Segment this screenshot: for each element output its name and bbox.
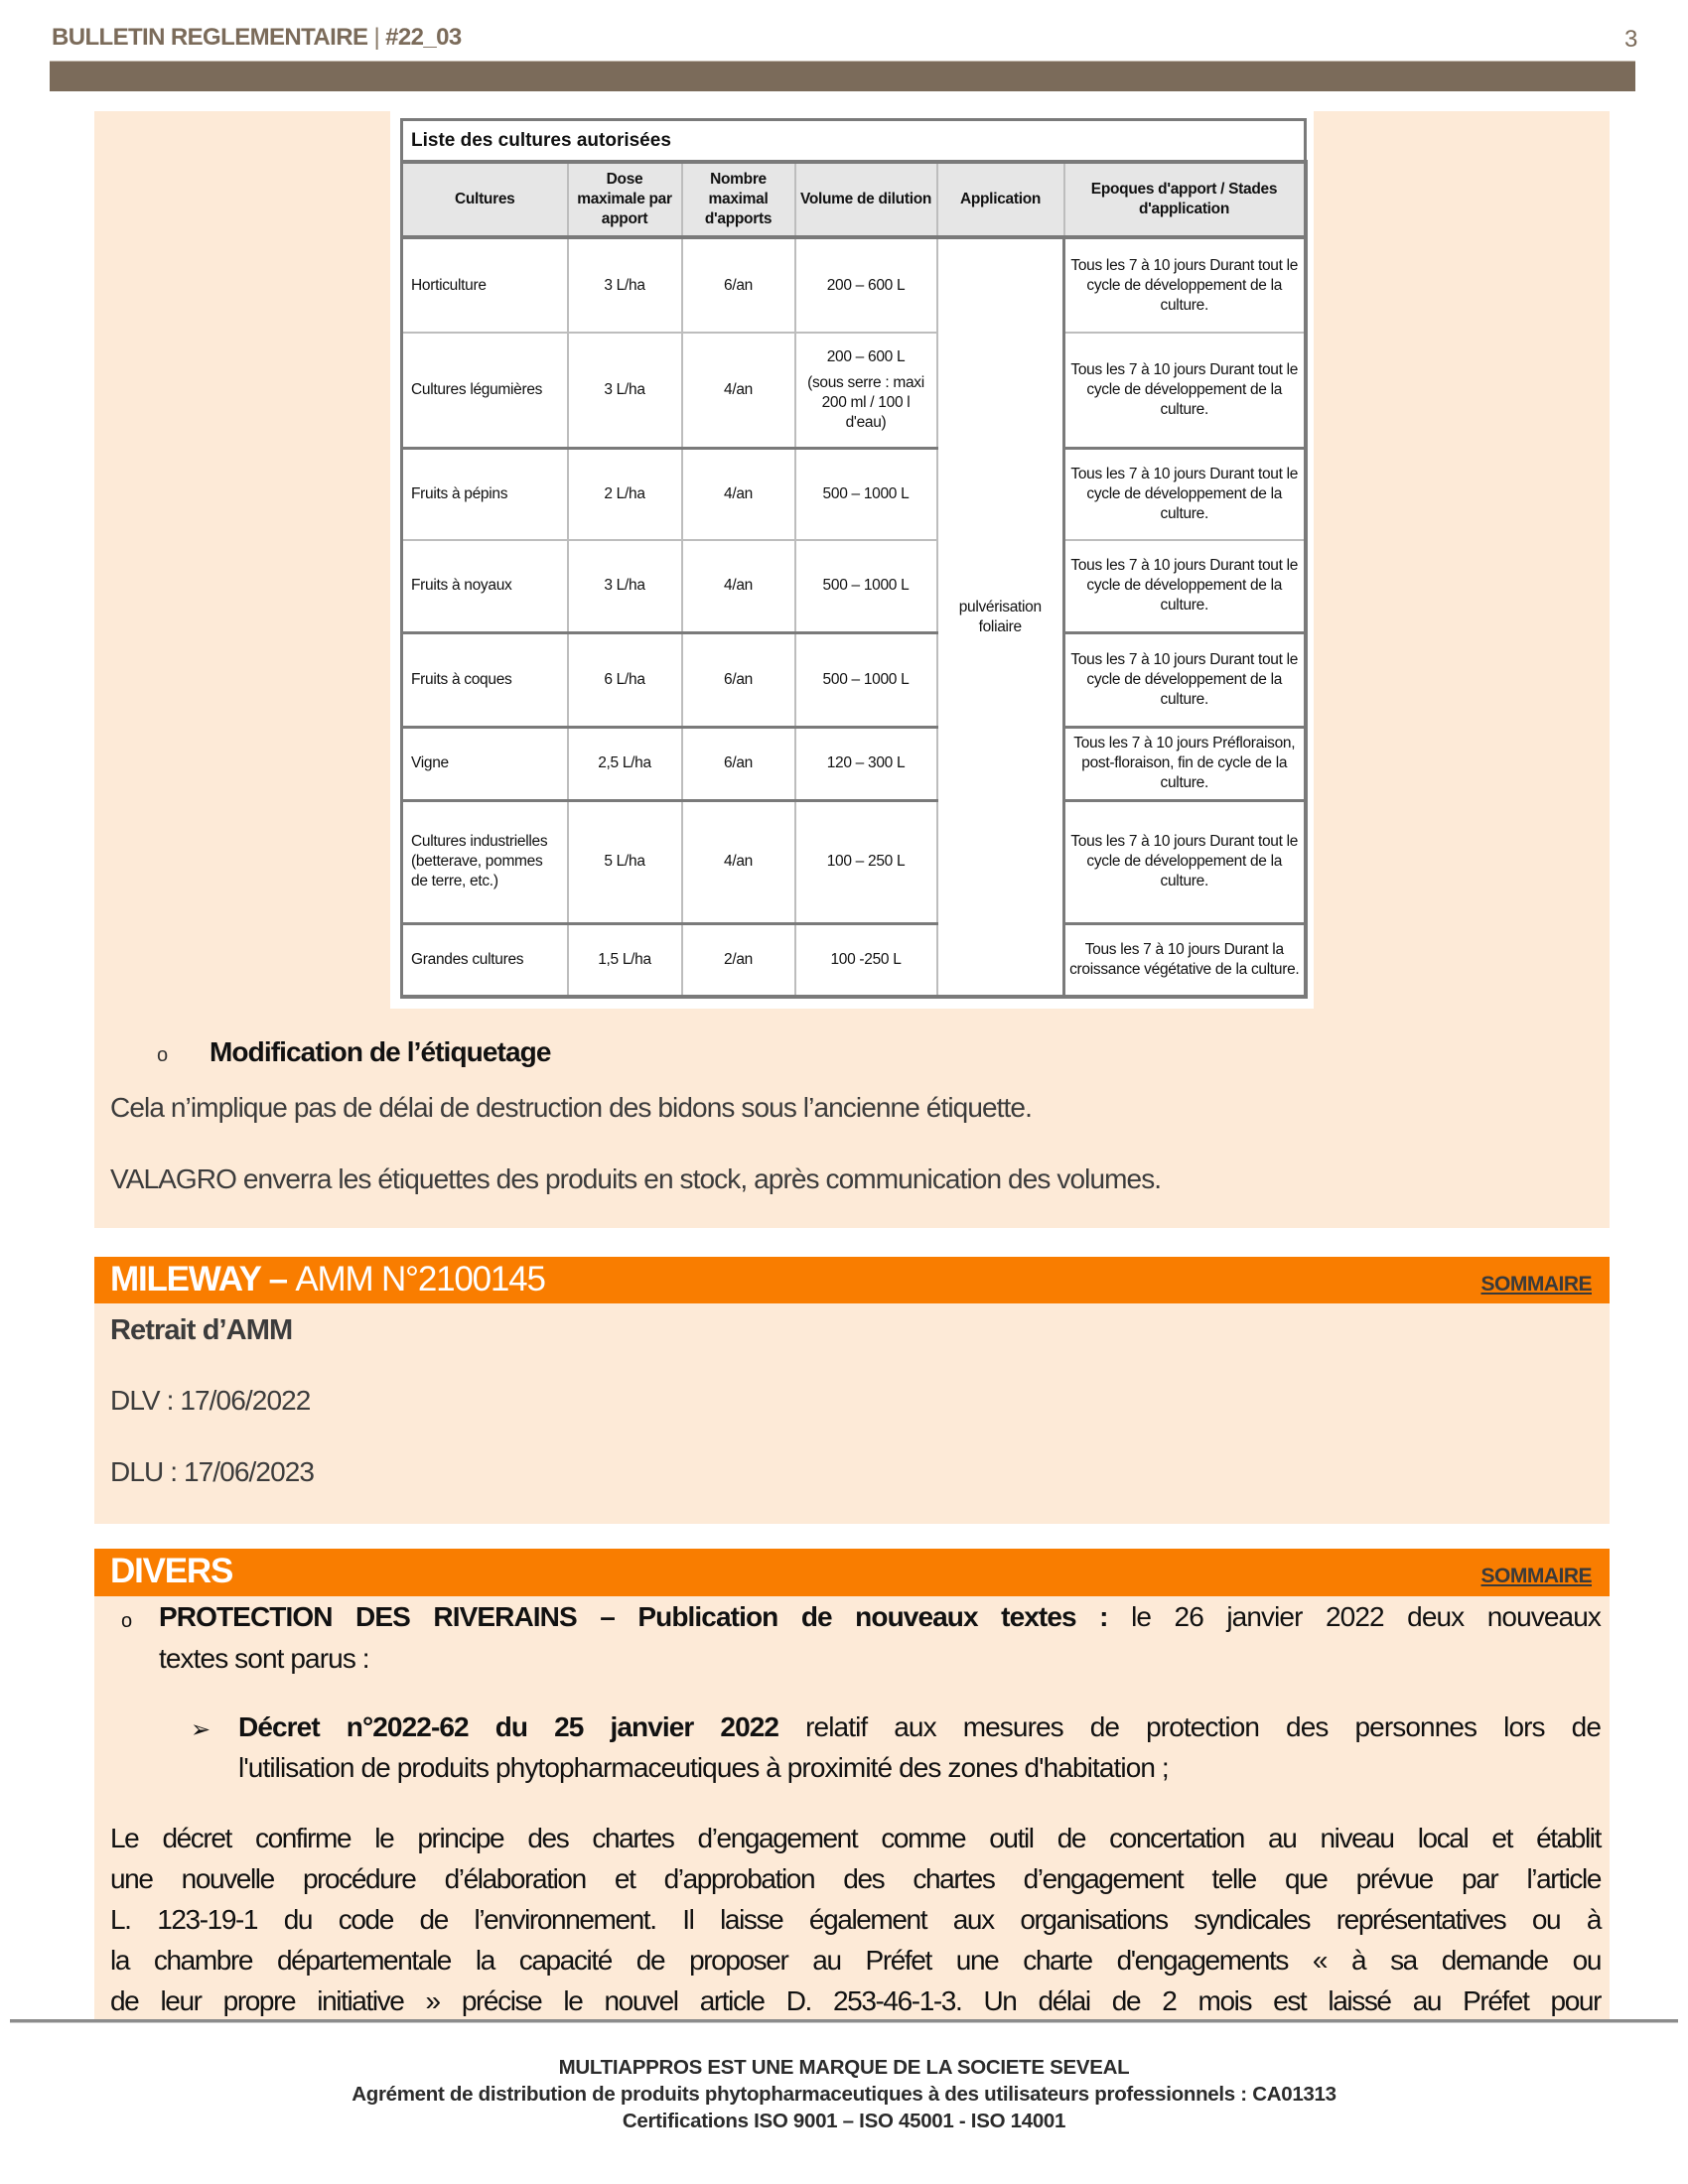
column-header: Application bbox=[937, 162, 1064, 237]
riverains-text: le 26 janvier 2022 deux nouveaux bbox=[1107, 1601, 1601, 1632]
labelling-text: VALAGRO enverra les étiquettes des produits en stock, après communication des volumes. bbox=[110, 1163, 1162, 1194]
volume-cell bbox=[795, 800, 937, 923]
section-header-mileway bbox=[94, 1257, 1610, 1303]
crop-table-figure bbox=[390, 111, 1314, 1009]
epoque-cell: Tous les 7 à 10 jours Durant tout le cycle de développement de la culture. bbox=[1064, 800, 1306, 923]
culture-cell: Cultures industrielles (betterave, pommes de terre, etc.) bbox=[402, 800, 568, 923]
arrow-bullet-icon: ➢ bbox=[191, 1716, 211, 1743]
table-row bbox=[402, 237, 1306, 333]
volume-cell bbox=[795, 448, 937, 540]
table-row bbox=[402, 632, 1306, 727]
culture-cell: Cultures légumières bbox=[402, 333, 568, 448]
page-number: 3 bbox=[1624, 26, 1638, 53]
section-title-amm: AMM N°2100145 bbox=[295, 1260, 545, 1298]
volume-value: 500 – 1000 L bbox=[822, 577, 910, 595]
table-row bbox=[402, 800, 1306, 923]
header-bar bbox=[50, 61, 1635, 91]
culture-cell: Horticulture bbox=[402, 237, 568, 333]
nombre-cell: 2/an bbox=[682, 923, 795, 997]
dose-cell: 6 L/ha bbox=[568, 632, 682, 727]
nombre-cell: 6/an bbox=[682, 237, 795, 333]
nombre-cell: 6/an bbox=[682, 632, 795, 727]
table-row bbox=[402, 448, 1306, 540]
table-header-row bbox=[402, 162, 1306, 237]
volume-value: 100 -250 L bbox=[830, 950, 902, 968]
epoque-cell: Tous les 7 à 10 jours Durant tout le cycle de développement de la culture. bbox=[1064, 448, 1306, 540]
volume-cell bbox=[795, 333, 937, 448]
section-title bbox=[110, 1552, 232, 1591]
circle-bullet-icon: o bbox=[157, 1044, 169, 1066]
crop-table bbox=[400, 118, 1308, 999]
table-row bbox=[402, 540, 1306, 632]
paragraph-line: la chambre départementale la capacité de proposer au Préfet une charte d'engagements « à sa demande ou bbox=[110, 1945, 1601, 1976]
dose-cell: 1,5 L/ha bbox=[568, 923, 682, 997]
column-header: Nombre maximal d'apports bbox=[682, 162, 795, 237]
volume-cell bbox=[795, 923, 937, 997]
withdrawal-heading: Retrait d’AMM bbox=[110, 1314, 293, 1346]
table-caption: Liste des cultures autorisées bbox=[402, 120, 1306, 163]
dose-cell: 3 L/ha bbox=[568, 237, 682, 333]
footer-certifications: Certifications ISO 9001 – ISO 45001 - ISO 14001 bbox=[622, 2110, 1066, 2132]
bulletin-title-text: BULLETIN REGLEMENTAIRE bbox=[52, 24, 368, 51]
volume-value: 200 – 600 L bbox=[826, 347, 906, 365]
table-row bbox=[402, 333, 1306, 448]
table-row bbox=[402, 923, 1306, 997]
footer-divider bbox=[10, 2019, 1678, 2023]
culture-cell: Grandes cultures bbox=[402, 923, 568, 997]
volume-cell bbox=[795, 540, 937, 632]
decret-text: relatif aux mesures de protection des personnes lors de bbox=[778, 1711, 1601, 1742]
culture-cell: Fruits à coques bbox=[402, 632, 568, 727]
paragraph-line: L. 123-19-1 du code de l’environnement. Il laisse également aux organisations syndicales représentatives ou à bbox=[110, 1904, 1601, 1935]
culture-cell: Vigne bbox=[402, 727, 568, 800]
decret-title: Décret n°2022-62 du 25 janvier 2022 bbox=[238, 1711, 779, 1742]
epoque-cell: Tous les 7 à 10 jours Durant tout le cycle de développement de la culture. bbox=[1064, 237, 1306, 333]
sommaire-link[interactable]: SOMMAIRE bbox=[1480, 1565, 1592, 1587]
volume-cell bbox=[795, 727, 937, 800]
title-separator: | bbox=[373, 24, 380, 51]
decret-item bbox=[238, 1711, 1601, 1743]
labelling-text: Cela n’implique pas de délai de destruction des bidons sous l’ancienne étiquette. bbox=[110, 1092, 1032, 1123]
dose-cell: 5 L/ha bbox=[568, 800, 682, 923]
section-header-divers bbox=[94, 1549, 1610, 1596]
volume-cell bbox=[795, 632, 937, 727]
decret-text-cont: l'utilisation de produits phytopharmaceutiques à proximité des zones d'habitation ; bbox=[238, 1752, 1169, 1783]
circle-bullet-icon: o bbox=[121, 1610, 133, 1632]
sommaire-link[interactable]: SOMMAIRE bbox=[1480, 1273, 1592, 1296]
volume-value: 120 – 300 L bbox=[826, 754, 906, 771]
footer-brand: MULTIAPPROS EST UNE MARQUE DE LA SOCIETE SEVEAL bbox=[558, 2056, 1130, 2079]
riverains-text-cont: textes sont parus : bbox=[159, 1643, 369, 1674]
mileway-panel bbox=[94, 1303, 1610, 1524]
volume-value: 100 – 250 L bbox=[826, 853, 906, 870]
column-header: Epoques d'apport / Stades d'application bbox=[1064, 162, 1306, 237]
column-header: Cultures bbox=[402, 162, 568, 237]
column-header: Dose maximale par apport bbox=[568, 162, 682, 237]
paragraph-line: Le décret confirme le principe des chartes d’engagement comme outil de concertation au niveau local et établit bbox=[110, 1823, 1601, 1853]
volume-cell bbox=[795, 237, 937, 333]
nombre-cell: 4/an bbox=[682, 448, 795, 540]
culture-cell: Fruits à pépins bbox=[402, 448, 568, 540]
dose-cell: 2 L/ha bbox=[568, 448, 682, 540]
nombre-cell: 6/an bbox=[682, 727, 795, 800]
paragraph-line: une nouvelle procédure d’élaboration et d’approbation des chartes d’engagement telle que prévue par l’article bbox=[110, 1863, 1601, 1894]
application-cell: pulvérisation foliaire bbox=[937, 237, 1064, 997]
riverains-item bbox=[159, 1601, 1601, 1633]
epoque-cell: Tous les 7 à 10 jours Préfloraison, post-floraison, fin de cycle de la culture. bbox=[1064, 727, 1306, 800]
culture-cell: Fruits à noyaux bbox=[402, 540, 568, 632]
riverains-title: PROTECTION DES RIVERAINS – Publication de nouveaux textes : bbox=[159, 1601, 1108, 1632]
bulletin-title bbox=[52, 24, 462, 52]
dose-cell: 3 L/ha bbox=[568, 333, 682, 448]
section-title-divers: DIVERS bbox=[110, 1552, 233, 1590]
section-title bbox=[110, 1260, 545, 1299]
column-header: Volume de dilution bbox=[795, 162, 937, 237]
volume-note: (sous serre : maxi 200 ml / 100 l d'eau) bbox=[807, 373, 924, 431]
dose-cell: 2,5 L/ha bbox=[568, 727, 682, 800]
paragraph-line: de leur propre initiative » précise le nouvel article D. 253-46-1-3. Un délai de 2 mois est laissé au Préfet pour bbox=[110, 1985, 1601, 2016]
dose-cell: 3 L/ha bbox=[568, 540, 682, 632]
labelling-heading: Modification de l’étiquetage bbox=[210, 1036, 551, 1067]
nombre-cell: 4/an bbox=[682, 333, 795, 448]
epoque-cell: Tous les 7 à 10 jours Durant la croissance végétative de la culture. bbox=[1064, 923, 1306, 997]
section-title-product: MILEWAY – bbox=[110, 1260, 296, 1298]
epoque-cell: Tous les 7 à 10 jours Durant tout le cycle de développement de la culture. bbox=[1064, 632, 1306, 727]
epoque-cell: Tous les 7 à 10 jours Durant tout le cycle de développement de la culture. bbox=[1064, 540, 1306, 632]
volume-value: 200 – 600 L bbox=[826, 276, 906, 294]
footer-agrement: Agrément de distribution de produits phytopharmaceutiques à des utilisateurs professionnels : CA01313 bbox=[352, 2083, 1336, 2106]
issue-number: #22_03 bbox=[385, 24, 462, 51]
nombre-cell: 4/an bbox=[682, 540, 795, 632]
nombre-cell: 4/an bbox=[682, 800, 795, 923]
dlv-date: DLV : 17/06/2022 bbox=[110, 1385, 311, 1416]
volume-value: 500 – 1000 L bbox=[822, 670, 910, 688]
epoque-cell: Tous les 7 à 10 jours Durant tout le cycle de développement de la culture. bbox=[1064, 333, 1306, 448]
dlu-date: DLU : 17/06/2023 bbox=[110, 1456, 315, 1487]
table-row bbox=[402, 727, 1306, 800]
volume-value: 500 – 1000 L bbox=[822, 484, 910, 502]
